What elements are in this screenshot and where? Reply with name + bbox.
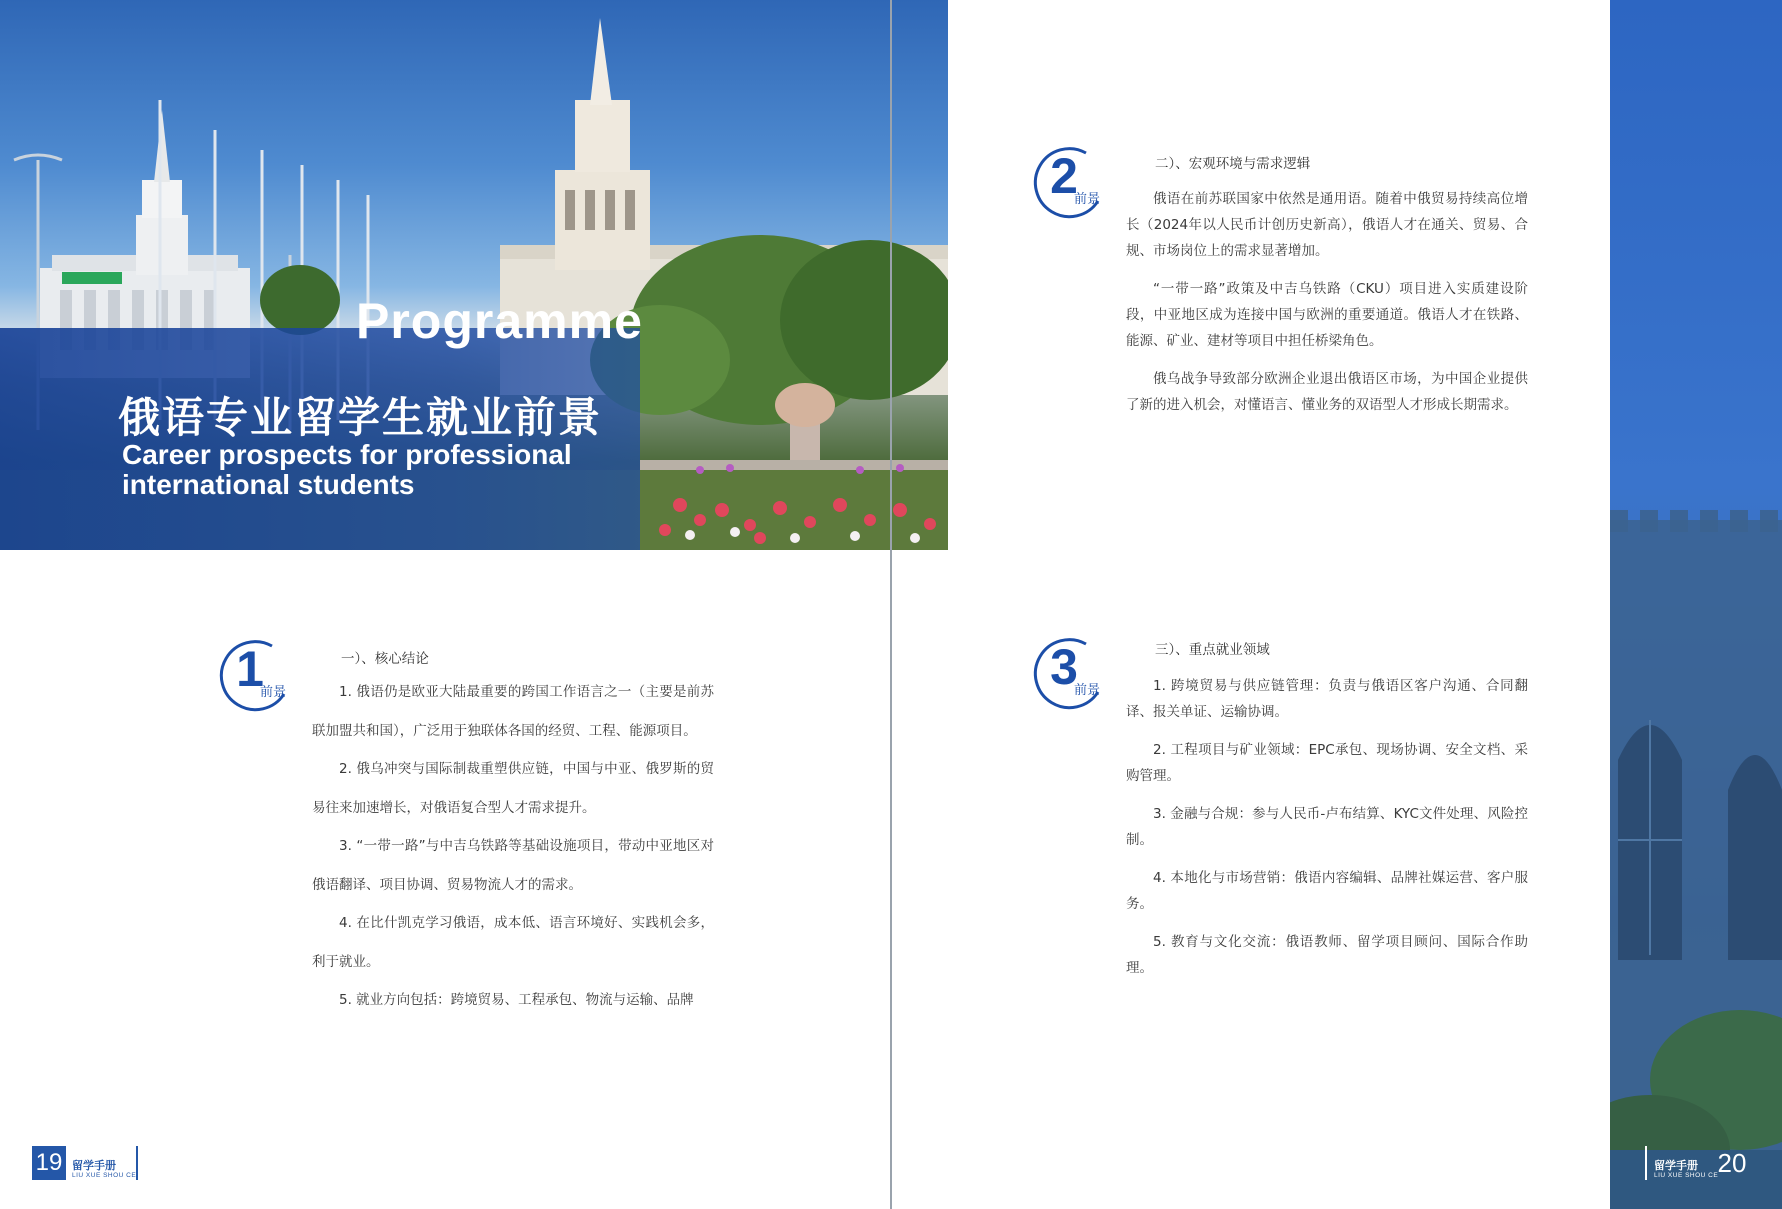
section-badge-label: 前景 [260, 685, 287, 700]
paragraph: 2. 工程项目与矿业领域：EPC承包、现场协调、安全文档、采购管理。 [1126, 742, 1528, 784]
footer-subtitle-left: LIU XUE SHOU CE [72, 1172, 137, 1179]
paragraph: 4. 在比什凯克学习俄语，成本低、语言环境好、实践机会多，利于就业。 [312, 915, 714, 970]
footer-title-right: 留学手册 [1654, 1159, 1698, 1172]
section-1-body [312, 673, 714, 1020]
paragraph: 1. 俄语仍是欧亚大陆最重要的跨国工作语言之一（主要是前苏联加盟共和国），广泛用于独联体各国的经贸、工程、能源项目。 [312, 684, 714, 739]
hero-title-english-line1: Career prospects for professional [122, 439, 572, 470]
section-2-heading: 二）、宏观环境与需求逻辑 [1155, 156, 1311, 172]
section-badge-label: 前景 [1074, 192, 1101, 207]
section-2-body [1126, 186, 1528, 430]
paragraph: 3. 金融与合规：参与人民币-卢布结算、KYC文件处理、风险控制。 [1126, 806, 1528, 848]
castle-facade-illustration [1610, 0, 1782, 1209]
hero-programme-label: Programme [356, 293, 643, 349]
paragraph: 俄乌战争导致部分欧洲企业退出俄语区市场，为中国企业提供了新的进入机会，对懂语言、懂业务的双语型人才形成长期需求。 [1126, 371, 1528, 413]
decorative-photo-strip [1610, 0, 1782, 1209]
paragraph: 5. 就业方向包括：跨境贸易、工程承包、物流与运输、品牌 [339, 992, 694, 1008]
section-3-heading: 三）、重点就业领域 [1155, 642, 1270, 658]
footer-divider-right [1645, 1146, 1647, 1180]
section-number: 2 [1050, 148, 1078, 204]
paragraph: “一带一路”政策及中吉乌铁路（CKU）项目进入实质建设阶段，中亚地区成为连接中国与欧洲的重要通道。俄语人才在铁路、能源、矿业、建材等项目中担任桥梁角色。 [1126, 281, 1528, 349]
paragraph: 4. 本地化与市场营销：俄语内容编辑、品牌社媒运营、客户服务。 [1126, 870, 1528, 912]
paragraph: 俄语在前苏联国家中依然是通用语。随着中俄贸易持续高位增长（2024年以人民币计创历史新高），俄语人才在通关、贸易、合规、市场岗位上的需求显著增加。 [1126, 191, 1528, 259]
page-gutter [890, 0, 892, 1209]
section-3-body [1126, 673, 1528, 993]
section-number: 3 [1050, 639, 1078, 695]
paragraph: 1. 跨境贸易与供应链管理：负责与俄语区客户沟通、合同翻译、报关单证、运输协调。 [1126, 678, 1528, 720]
section-1-badge [214, 636, 300, 716]
hero-title-english [122, 440, 602, 500]
section-1-heading: 一）、核心结论 [341, 651, 429, 667]
paragraph: 2. 俄乌冲突与国际制裁重塑供应链，中国与中亚、俄罗斯的贸易往来加速增长，对俄语复合型人才需求提升。 [312, 761, 714, 816]
paragraph: 5. 教育与文化交流：俄语教师、留学项目顾问、国际合作助理。 [1126, 934, 1528, 976]
section-2-badge [1028, 143, 1114, 223]
footer-divider-left [136, 1146, 138, 1180]
footer-subtitle-right: LIU XUE SHOU CE [1654, 1172, 1719, 1179]
section-3-badge [1028, 634, 1114, 714]
section-badge-label: 前景 [1074, 683, 1101, 698]
page-number-right: 20 [1717, 1148, 1747, 1178]
hero-title-chinese: 俄语专业留学生就业前景 [118, 393, 603, 442]
paragraph: 3. “一带一路”与中吉乌铁路等基础设施项目，带动中亚地区对俄语翻译、项目协调、贸易物流人才的需求。 [312, 838, 714, 893]
hero-photo [0, 0, 948, 550]
footer-title-left: 留学手册 [72, 1159, 116, 1172]
section-number: 1 [236, 641, 264, 697]
page-number-left: 19 [32, 1146, 66, 1180]
hero-title-english-line2: international students [122, 469, 415, 500]
